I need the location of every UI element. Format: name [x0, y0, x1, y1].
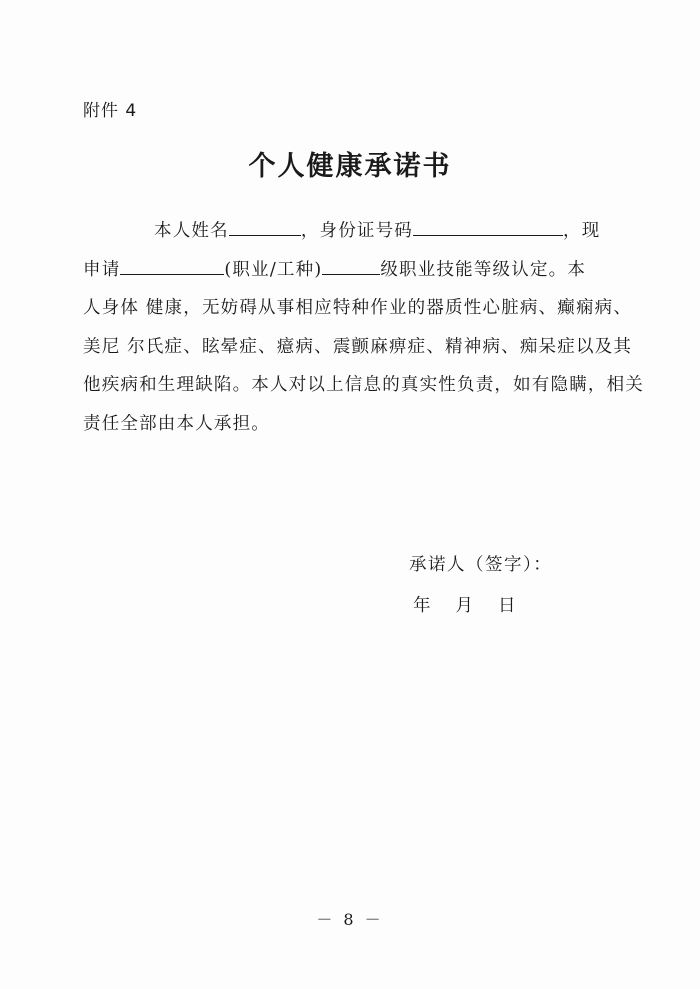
- line-1-end: ，现: [563, 221, 601, 241]
- document-title: 个人健康承诺书: [248, 151, 452, 182]
- body-line-5: 他疾病和生理缺陷。本人对以上信息的真实性负责，如有隐瞒，相关: [83, 375, 644, 395]
- body-line-6: 责任全部由本人承担。: [83, 413, 270, 434]
- attachment-label: 附件 4: [83, 101, 138, 121]
- body-line-3: 人身体 健康，无妨碍从事相应特种作业的器质性心脏病、癫痫病、: [83, 298, 633, 318]
- signature-date: [413, 592, 517, 617]
- page-number: － 8 －: [316, 910, 384, 929]
- occupation-label: (职业/工种): [224, 259, 323, 280]
- signature-label: 承诺人（签字）：: [409, 555, 553, 575]
- level-label: 级职业技能等级认定。本: [380, 259, 587, 280]
- date-year: 年: [413, 596, 432, 616]
- name-label: 本人姓名: [154, 221, 229, 241]
- level-blank: [322, 259, 380, 275]
- id-number-blank: [413, 220, 563, 236]
- commitment-body: [83, 212, 644, 443]
- body-line-4: 美尼 尔氏症、眩晕症、癔病、震颤麻痹症、精神病、痴呆症以及其: [83, 336, 633, 357]
- occupation-blank: [120, 259, 224, 275]
- name-blank: [229, 220, 301, 236]
- apply-label: 申请: [83, 259, 121, 280]
- id-label: ，身份证号码: [300, 221, 414, 241]
- body-line-1: [83, 212, 623, 251]
- date-day: 日: [498, 596, 517, 616]
- date-month: 月: [455, 596, 474, 616]
- body-line-2: [83, 251, 623, 290]
